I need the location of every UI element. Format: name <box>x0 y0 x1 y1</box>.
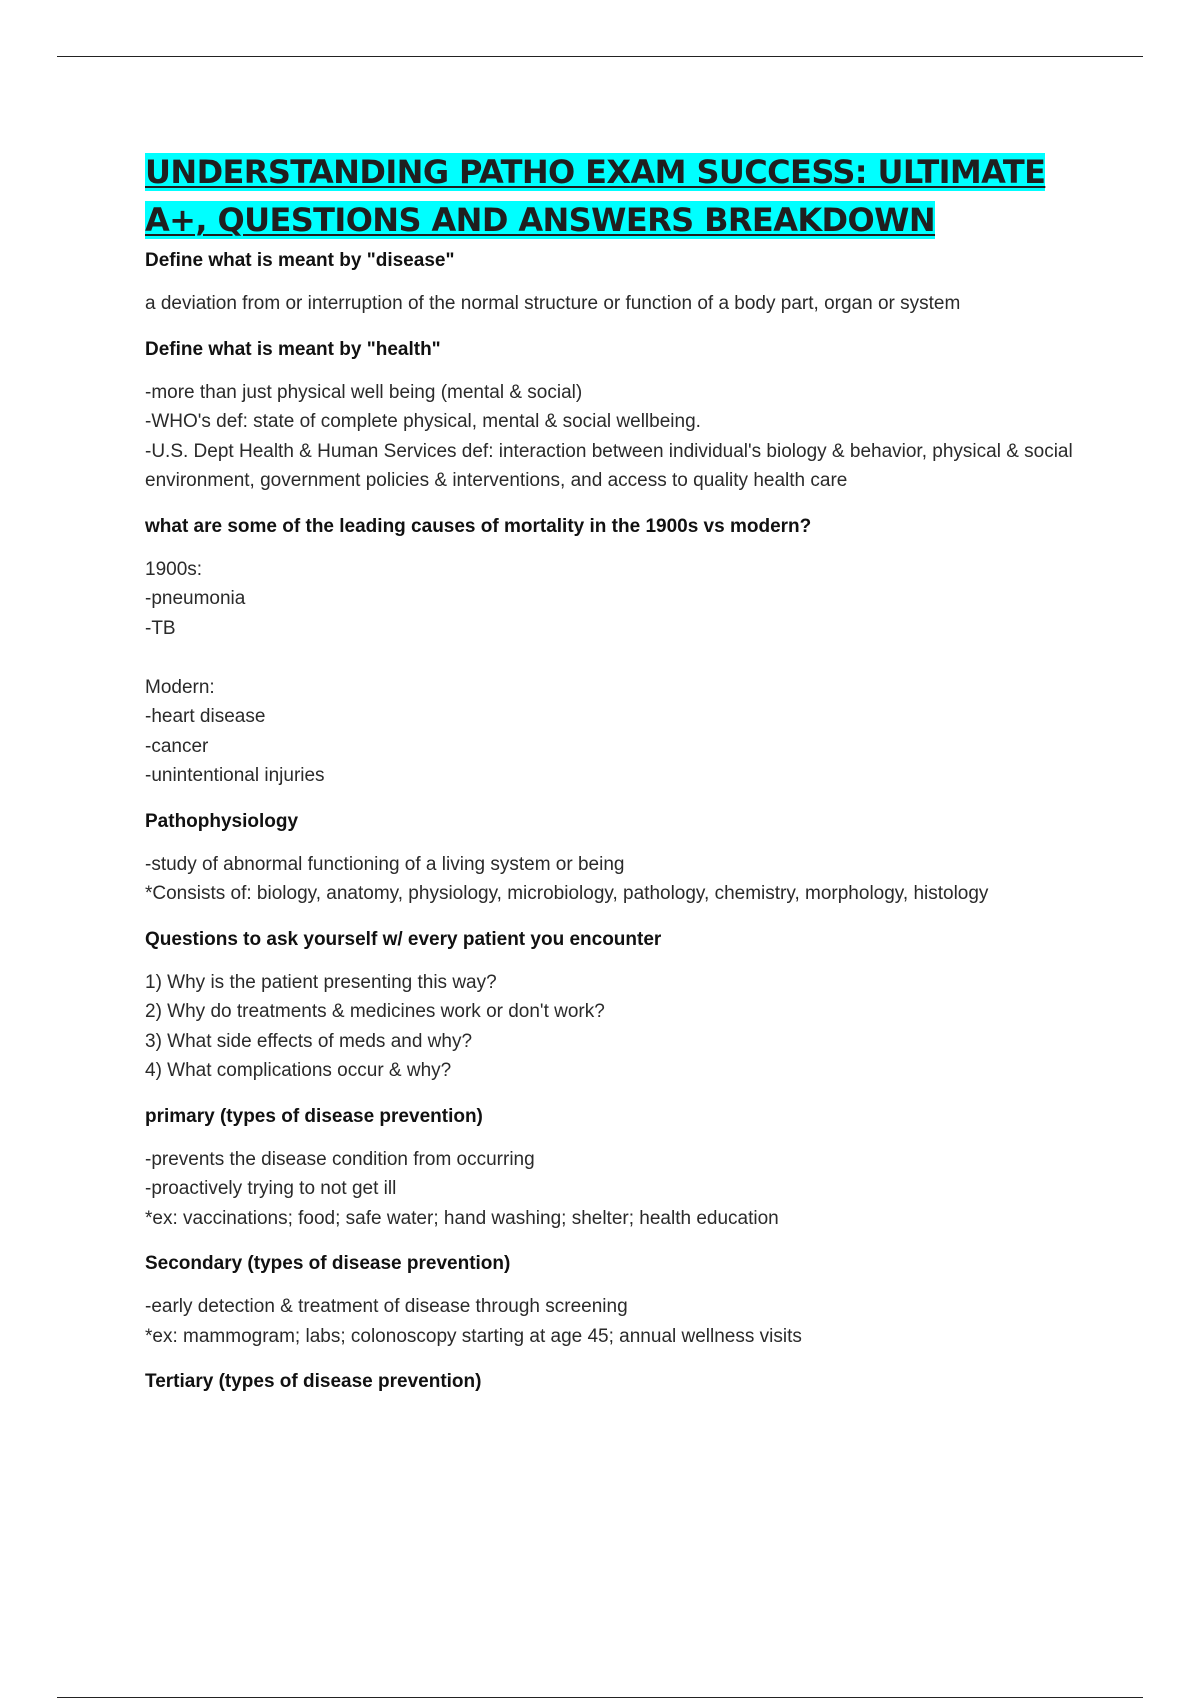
qa-item-pathophysiology <box>145 807 1105 909</box>
qa-item-health <box>145 335 1105 496</box>
qa-item-secondary-prevention <box>145 1249 1105 1351</box>
question-text: Define what is meant by "health" <box>145 338 441 360</box>
question-text: Pathophysiology <box>145 810 299 832</box>
qa-item-mortality <box>145 512 1105 791</box>
answer-text: a deviation from or interruption of the normal structure or function of a body part, organ or system <box>145 293 961 314</box>
question-text: Define what is meant by "disease" <box>145 250 455 271</box>
title-line-2: A+, QUESTIONS AND ANSWERS BREAKDOWN <box>145 201 936 239</box>
answer-text: -study of abnormal functioning of a living system or being *Consists of: biology, anatomy, physiology, microbiology, pathology, chemistry, morphology, histology <box>145 853 989 904</box>
answer-text: -early detection & treatment of disease through screening *ex: mammogram; labs; colonoscopy starting at age 45; annual wellness visits <box>145 1296 802 1347</box>
question-text: primary (types of disease prevention) <box>145 1105 483 1127</box>
qa-item-disease <box>145 246 1105 319</box>
answer-text: 1) Why is the patient presenting this way? 2) Why do treatments & medicines work or don't work? 3) What side effects of meds and why? 4) What complications occur & why? <box>145 971 605 1081</box>
answer-text: -prevents the disease condition from occurring -proactively trying to not get ill *ex: vaccinations; food; safe water; hand washing; shelter; health education <box>145 1148 779 1229</box>
qa-item-tertiary-prevention <box>145 1367 1105 1396</box>
document-title <box>145 148 1105 244</box>
question-text: Secondary (types of disease prevention) <box>145 1253 511 1274</box>
question-text: Tertiary (types of disease prevention) <box>145 1371 482 1392</box>
document-body <box>145 148 1105 1396</box>
qa-item-primary-prevention <box>145 1102 1105 1234</box>
question-text: what are some of the leading causes of mortality in the 1900s vs modern? <box>145 515 812 537</box>
question-text: Questions to ask yourself w/ every patient you encounter <box>145 928 662 950</box>
qa-item-patient-questions <box>145 925 1105 1086</box>
title-line-1: UNDERSTANDING PATHO EXAM SUCCESS: ULTIMATE <box>145 153 1046 191</box>
top-rule <box>57 56 1143 57</box>
bottom-rule <box>57 1697 1143 1698</box>
answer-text: 1900s: -pneumonia -TB Modern: -heart disease -cancer -unintentional injuries <box>145 558 325 786</box>
answer-text: -more than just physical well being (mental & social) -WHO's def: state of complete physical, mental & social wellbeing. -U.S. Dept Health & Human Services def: interaction between individual's biology & behavior, physical & social environment, government policies & interventions, and access to quality health care <box>145 381 1073 491</box>
